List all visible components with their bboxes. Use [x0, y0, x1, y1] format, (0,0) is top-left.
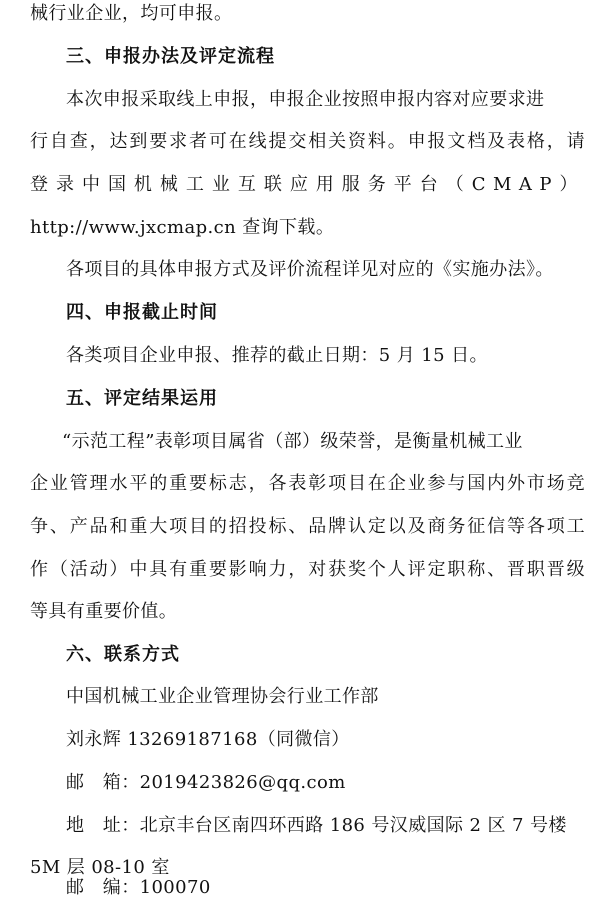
body-text-line: 等具有重要价值。 [30, 601, 178, 622]
section-heading-5: 五、评定结果运用 [66, 388, 218, 409]
body-text-line: 行自查，达到要求者可在线提交相关资料。申报文档及表格，请 [30, 131, 585, 152]
body-text-line: 各项目的具体申报方式及评价流程详见对应的《实施办法》。 [66, 259, 554, 280]
body-text-line: 本次申报采取线上申报，申报企业按照申报内容对应要求进 [66, 89, 545, 110]
section-heading-3: 三、申报办法及评定流程 [66, 46, 275, 67]
contact-address: 地 址：北京丰台区南四环西路 186 号汉威国际 2 区 7 号楼 [66, 815, 567, 836]
section-heading-6: 六、联系方式 [66, 644, 180, 665]
body-text-line: http://www.jxcmap.cn 查询下载。 [30, 217, 335, 238]
contact-postcode: 邮 编：100070 [66, 877, 211, 898]
section-heading-4: 四、申报截止时间 [66, 302, 218, 323]
body-text-line: 登录中国机械工业互联应用服务平台（CMAP） [30, 174, 585, 195]
body-text-line: 械行业企业，均可申报。 [30, 3, 233, 24]
body-text-line: “示范工程”表彰项目属省（部）级荣誉，是衡量机械工业 [62, 431, 523, 452]
body-text-line: 企业管理水平的重要标志，各表彰项目在企业参与国内外市场竞 [30, 473, 585, 494]
contact-email: 邮 箱：2019423826@qq.com [66, 772, 346, 793]
body-text-line: 争、产品和重大项目的招投标、品牌认定以及商务征信等各项工 [30, 516, 585, 537]
contact-organization: 中国机械工业企业管理协会行业工作部 [66, 686, 379, 707]
contact-address-continued: 5M 层 08-10 室 [30, 857, 170, 878]
body-text-line: 各类项目企业申报、推荐的截止日期：5 月 15 日。 [66, 345, 488, 366]
body-text-line: 作（活动）中具有重要影响力，对获奖个人评定职称、晋职晋级 [30, 559, 585, 580]
contact-person: 刘永辉 13269187168（同微信） [66, 729, 350, 750]
